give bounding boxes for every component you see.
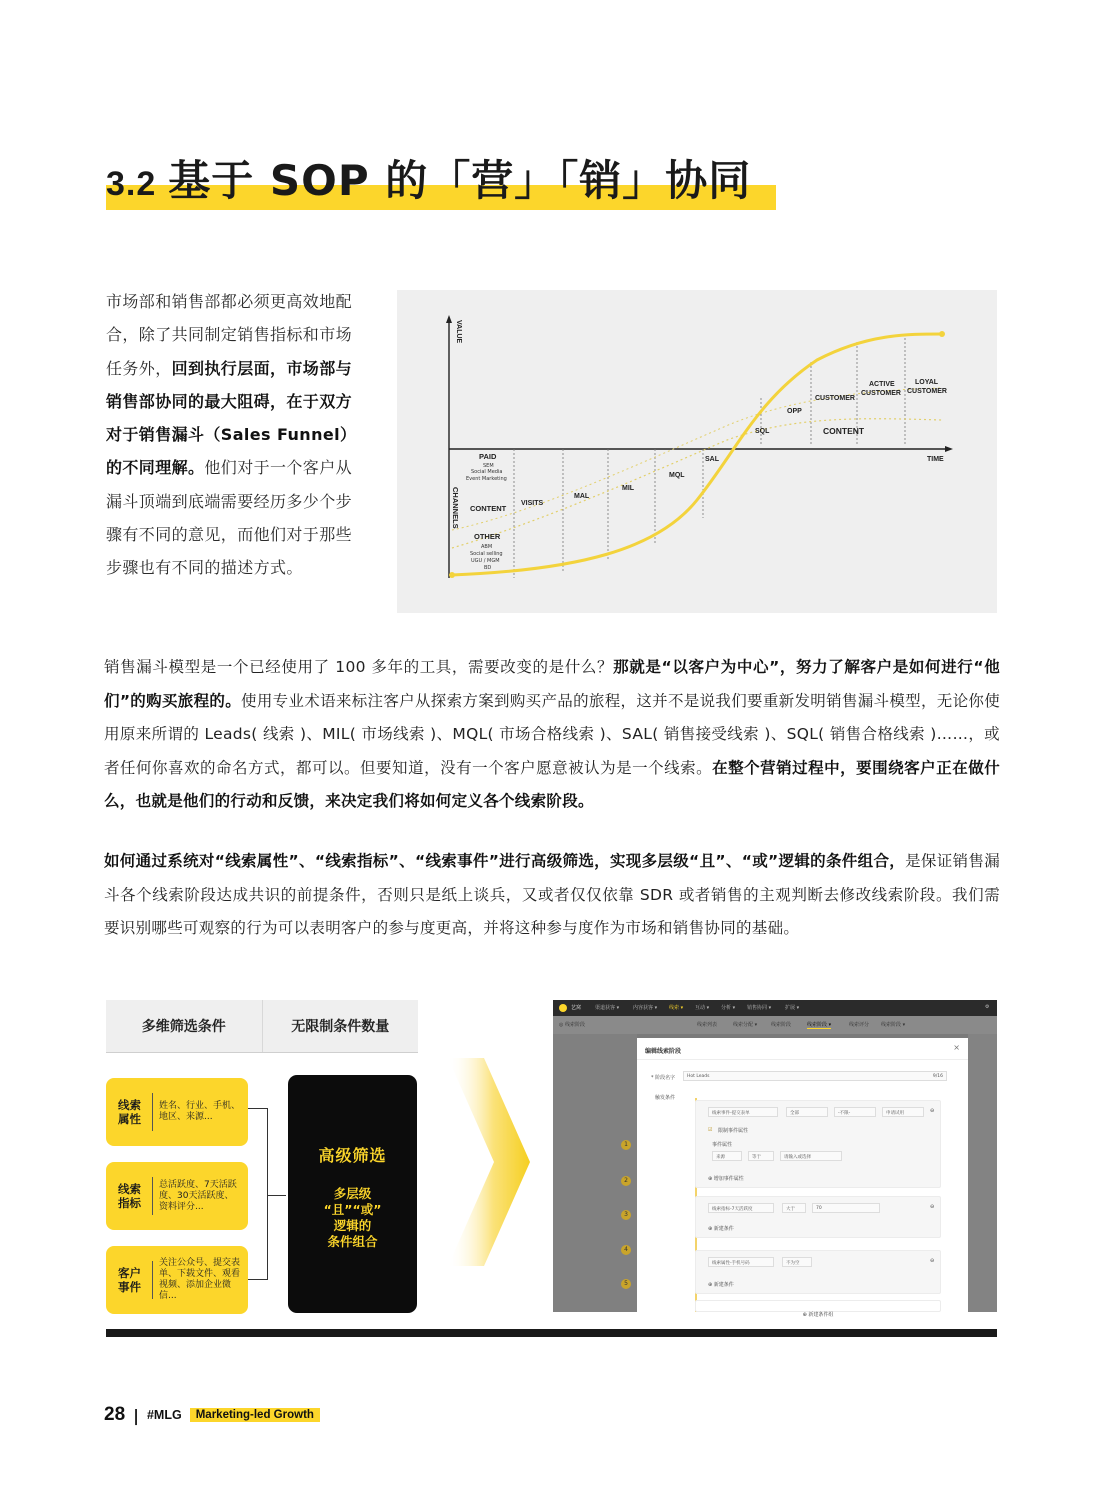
stage-sql: SQL: [755, 428, 770, 435]
advanced-filter-card: 高级筛选 多层级 “且”“或” 逻辑的 条件组合: [288, 1075, 417, 1313]
close-icon[interactable]: ×: [953, 1043, 960, 1052]
header-unlimited: 无限制条件数量: [291, 1019, 390, 1035]
stage-loyal-customer: CUSTOMER: [907, 388, 947, 395]
add-condition-button[interactable]: ⊕ 新建条件: [708, 1282, 734, 1288]
stage-active-customer: CUSTOMER: [861, 390, 901, 397]
paid-sub-2: Social Media: [471, 469, 503, 475]
intro-bold: 回到执行层面，市场部与销售部协同的最大阻碍，在于双方对于销售漏斗（Sales Funnel）的不同理解。: [106, 358, 353, 478]
chevron-arrow-icon: [448, 1058, 538, 1288]
stage-active: ACTIVE: [869, 381, 895, 388]
add-group-button[interactable]: ⊕ 新建条件组: [695, 1300, 941, 1312]
condition-panel-3: 线索属性-手机号码 不为空 ⊖ ⊕ 新建条件: [695, 1250, 941, 1294]
stage-opp: OPP: [787, 408, 802, 415]
app-topbar: 艺窝 渠道获客 ▾ 内容获客 ▾ 线索 ▾ 互动 ▾ 分析 ▾ 销售协同 ▾ 扩展 ▾ ⚙: [553, 1000, 997, 1016]
filter-box-events: 客户事件 关注公众号、提交表单、下载文件、观看视频、添加企业微信...: [106, 1246, 248, 1314]
feature-header: [106, 1000, 418, 1053]
paragraph-filter: 如何通过系统对“线索属性”、“线索指标”、“线索事件”进行高级筛选，实现多层级“且”、“或”逻辑的条件组合，是保证销售漏斗各个线索阶段达成共识的前提条件，否则只是纸上谈兵，又或者仅仅依靠 SDR 或者销售的主观判断去修改线索阶段。我们需要识别哪些可观察的行为可以表明客户的参与度更高，并将这种参与度作为市场和销售协同的基础。: [104, 852, 1000, 938]
stage-mal: MAL: [574, 493, 590, 500]
funnel-svg: [397, 290, 997, 613]
content-right-label: CONTENT: [823, 426, 865, 436]
paragraph-funnel: 销售漏斗模型是一个已经使用了 100 多年的工具，需要改变的是什么？那就是“以客户为中心”，努力了解客户是如何进行“他们”的购买旅程的。使用专业术语来标注客户从探索方案到购买产品的旅程，这并不是说我们要重新发明销售漏斗模型，无论你使用原来所谓的 Leads( 线索 )、MIL( 市场线索 )、MQL( 市场合格线索 )、SAL( 销售接受线索 )、SQL( 销售合格线索 )……，或者任何你喜欢的命名方式，都可以。但要知道，没有一个客户愿意被认为是一个线索。在整个营销过程中，要围绕客户正在做什么，也就是他们的行动和反馈，来决定我们将如何定义各个线索阶段。: [104, 658, 1001, 811]
header-multi-filter: 多维筛选条件: [106, 1000, 263, 1052]
remove-icon[interactable]: ⊖: [930, 1108, 935, 1114]
paid-sub-1: SEM: [483, 463, 494, 469]
other-sub-4: BD: [484, 565, 492, 571]
paid-label: PAID: [479, 452, 497, 461]
stage-name-input[interactable]: Hot Leads 9/16: [683, 1071, 947, 1081]
remove-icon[interactable]: ⊖: [930, 1258, 935, 1264]
stage-customer: CUSTOMER: [815, 395, 855, 402]
time-axis-label: TIME: [927, 456, 944, 463]
hashtag: #MLG: [146, 1408, 182, 1422]
section-heading: [106, 150, 751, 215]
app-subnav: ◎ 线索阶段 线索列表 线索分配 ▾ 线索阶段 线索阶段 ▾ 线索评分 线索阶段 ▾: [553, 1016, 997, 1034]
other-sub-2: Social selling: [470, 551, 503, 557]
edit-stage-modal: 编辑线索阶段 × * 阶段名字 Hot Leads 9/16 触发条件 线索事件-提交表单 全部 -不限- 申请试用 ⊖ ☑ 限制事件属性 事件属性 来源 等于 请输入或选择 ⊕ 增加事件属性 线索指标-7天活跃度 大于 70 ⊖ ⊕ 新建条件 线索属性-手机号码 不为空 ⊖ ⊕ 新建条件 ⊕ 新建条件组: [637, 1038, 968, 1312]
intro-paragraph: 市场部和销售部都必须更高效地配合，除了共同制定销售指标和市场任务外，回到执行层面，市场部与销售部协同的最大阻碍，在于双方对于销售漏斗（Sales Funnel）的不同理解。他们对于一个客户从漏斗顶端到底端需要经历多少个步骤有不同的意见，而他们对于那些步骤也有不同的描述方式。: [106, 292, 353, 578]
stage-mil: MIL: [622, 485, 635, 492]
other-sub-1: ABM: [481, 544, 493, 550]
filter-box-attributes: 线索属性 姓名、行业、手机、地区、来源...: [106, 1078, 248, 1146]
app-screenshot: [553, 1000, 997, 1318]
card-subtitle: 多层级 “且”“或” 逻辑的 条件组合: [323, 1186, 382, 1249]
gear-icon: ⚙: [985, 1004, 990, 1010]
value-axis-label: VALUE: [455, 320, 462, 344]
remove-icon[interactable]: ⊖: [930, 1204, 935, 1210]
condition-panel-2: 线索指标-7天活跃度 大于 70 ⊖ ⊕ 新建条件: [695, 1196, 941, 1238]
bracket-connector: [248, 1108, 268, 1280]
other-label: OTHER: [474, 532, 501, 541]
paid-sub-3: Event Marketing: [466, 476, 507, 482]
channels-axis-label: CHANNELS: [451, 487, 460, 529]
connector-line: [268, 1195, 286, 1196]
stage-loyal: LOYAL: [915, 379, 939, 386]
step-4: 4: [621, 1245, 631, 1255]
content-left-label: CONTENT: [470, 504, 507, 513]
section-number: 3.2: [106, 165, 157, 203]
stage-sal: SAL: [705, 456, 719, 463]
section-title: 基于 SOP 的「营」「销」协同: [168, 156, 752, 205]
footer-label: Marketing-led Growth: [190, 1408, 320, 1422]
logo-icon: [559, 1004, 567, 1012]
other-sub-3: UGU / MGM: [471, 558, 500, 564]
filter-box-metrics: 线索指标 总活跃度、7天活跃度、30天活跃度、资料评分...: [106, 1162, 248, 1230]
page-footer: 28 | #MLG Marketing-led Growth: [104, 1404, 320, 1426]
funnel-diagram: [397, 290, 997, 613]
step-3: 3: [621, 1210, 631, 1220]
condition-panel-1: 线索事件-提交表单 全部 -不限- 申请试用 ⊖ ☑ 限制事件属性 事件属性 来源 等于 请输入或选择 ⊕ 增加事件属性: [695, 1100, 941, 1188]
add-condition-button[interactable]: ⊕ 新建条件: [708, 1226, 734, 1232]
stage-mql: MQL: [669, 472, 685, 479]
limit-event-checkbox[interactable]: ☑: [708, 1127, 713, 1133]
step-2: 2: [621, 1176, 631, 1186]
step-5: 5: [621, 1279, 631, 1289]
add-event-attr-button[interactable]: ⊕ 增加事件属性: [708, 1176, 744, 1182]
bottom-rule: [106, 1329, 997, 1337]
step-1: 1: [621, 1140, 631, 1150]
page-number: 28: [104, 1404, 126, 1425]
stage-visits: VISITS: [521, 500, 544, 507]
